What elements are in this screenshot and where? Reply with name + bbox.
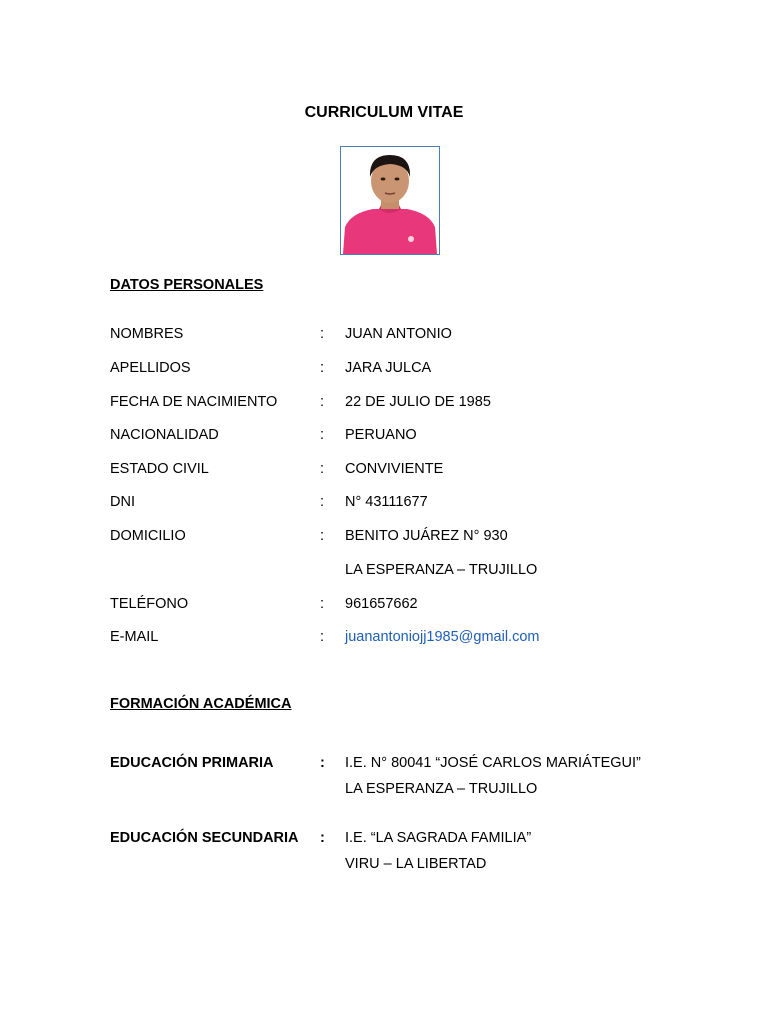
info-label: NOMBRES bbox=[110, 326, 184, 342]
education-colon: : bbox=[320, 830, 325, 846]
info-row bbox=[0, 360, 768, 380]
info-label: APELLIDOS bbox=[110, 360, 191, 376]
info-row bbox=[0, 494, 768, 514]
info-row bbox=[0, 596, 768, 616]
info-colon: : bbox=[320, 629, 325, 645]
info-colon: : bbox=[320, 326, 325, 342]
info-colon: : bbox=[320, 394, 325, 410]
info-row bbox=[0, 461, 768, 481]
info-colon: : bbox=[320, 494, 325, 510]
info-label: TELÉFONO bbox=[110, 596, 189, 612]
info-value: 961657662 bbox=[345, 596, 418, 612]
institution-line: I.E. N° 80041 “JOSÉ CARLOS MARIÁTEGUI” bbox=[345, 755, 641, 771]
info-row bbox=[0, 562, 768, 582]
section-heading-education: FORMACIÓN ACADÉMICA bbox=[110, 696, 292, 712]
institution-line: I.E. “LA SAGRADA FAMILIA” bbox=[345, 830, 532, 846]
info-row bbox=[0, 394, 768, 414]
info-colon: : bbox=[320, 596, 325, 612]
info-value: BENITO JUÁREZ N° 930 bbox=[345, 528, 508, 544]
page-title: CURRICULUM VITAE bbox=[304, 104, 464, 121]
section-heading-personal: DATOS PERSONALES bbox=[110, 277, 264, 293]
info-value: PERUANO bbox=[345, 427, 417, 443]
shirt bbox=[343, 209, 437, 254]
info-label: DNI bbox=[110, 494, 135, 510]
profile-photo bbox=[340, 146, 440, 255]
info-label: E-MAIL bbox=[110, 629, 159, 645]
info-row bbox=[0, 629, 768, 649]
education-label: EDUCACIÓN PRIMARIA bbox=[110, 755, 274, 771]
institution-line: VIRU – LA LIBERTAD bbox=[345, 856, 487, 872]
info-value: LA ESPERANZA – TRUJILLO bbox=[345, 562, 538, 578]
info-value: CONVIVIENTE bbox=[345, 461, 444, 477]
info-value: JARA JULCA bbox=[345, 360, 432, 376]
education-institution bbox=[345, 825, 531, 877]
info-value: N° 43111677 bbox=[345, 494, 428, 510]
info-label: DOMICILIO bbox=[110, 528, 186, 544]
info-colon: : bbox=[320, 427, 325, 443]
info-label: NACIONALIDAD bbox=[110, 427, 219, 443]
person-portrait-icon bbox=[341, 147, 439, 254]
education-label: EDUCACIÓN SECUNDARIA bbox=[110, 830, 299, 846]
info-row bbox=[0, 326, 768, 346]
info-label: ESTADO CIVIL bbox=[110, 461, 209, 477]
info-value: JUAN ANTONIO bbox=[345, 326, 452, 342]
info-colon: : bbox=[320, 528, 325, 544]
education-institution bbox=[345, 750, 641, 802]
education-colon: : bbox=[320, 755, 325, 771]
info-row bbox=[0, 427, 768, 447]
info-value: 22 DE JULIO DE 1985 bbox=[345, 394, 491, 410]
info-label: FECHA DE NACIMIENTO bbox=[110, 394, 278, 410]
institution-line: LA ESPERANZA – TRUJILLO bbox=[345, 781, 538, 797]
info-row bbox=[0, 528, 768, 548]
email-link[interactable]: juanantoniojj1985@gmail.com bbox=[345, 629, 540, 645]
info-colon: : bbox=[320, 461, 325, 477]
info-colon: : bbox=[320, 360, 325, 376]
